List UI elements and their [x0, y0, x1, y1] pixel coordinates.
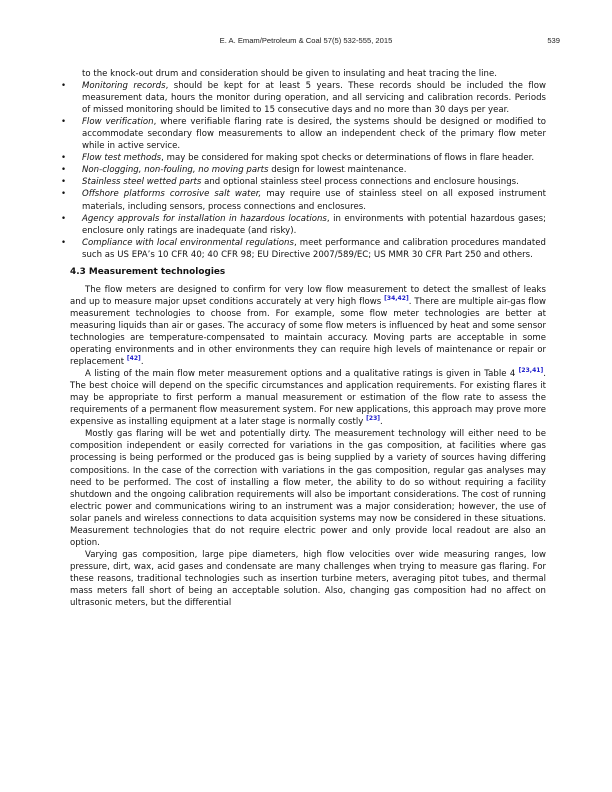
bullet-icon: •: [61, 177, 67, 188]
bullet-icon: •: [61, 165, 67, 176]
item-lead: Monitoring records: [82, 81, 166, 92]
item-text: , in environments with potential hazardous gases; enclosure only ratings are inadequate (and risky).: [82, 213, 546, 236]
citation-link[interactable]: [34,42]: [384, 295, 409, 302]
paragraph: [70, 284, 546, 368]
paragraph-text: A listing of the main flow meter measurement options and a qualitative ratings is given in Table 4: [85, 369, 519, 380]
citation-link[interactable]: [23,41]: [518, 367, 544, 375]
paragraph-text: . There are multiple air-gas flow measurement technologies to choose from. For example, some flow meter technologies are better at measuring liquids than air or gases. The accuracy of some flow meters is influenced by heat and some sensor technologies are temperature-compensated to maintain accuracy. Moving parts are acceptable in some operating environments and in other environments they can require high levels of maintenance or repair or replacement: [70, 296, 546, 368]
page-body: [61, 68, 547, 609]
continuation-text: to the knock-out drum and consideration should be given to insulating and heat tracing the line.: [82, 69, 497, 79]
list-item: [61, 213, 546, 237]
citation-link[interactable]: [42]: [126, 355, 141, 363]
paragraph-text: .: [140, 357, 144, 368]
paragraph-text: The flow meters are designed to confirm for very low flow measurement to detect the smallest of leaks and up to measure major upset conditions accurately at very high flows: [70, 284, 546, 307]
running-title: E. A. Emam/Petroleum & Coal 57(5) 532-555, 2015: [219, 36, 393, 45]
item-lead: Flow test methods: [82, 153, 162, 164]
list-item: [61, 176, 546, 188]
running-header: [0, 36, 612, 48]
paragraph-text: Mostly gas flaring will be wet and potentially dirty. The measurement technology will either need to be composition independent or easily corrected for variations in the gas composition, at facilities where gas processing is being performed or the produced gas is being supplied by a variety of sources having differing compositions. In the case of the correction with variations in the gas composition, regular gas analyses may need to be performed. The cost of installing a flow meter, the ability to do so without requiring a facility shutdown and the ongoing calibration requirements will also be important considerations. The cost of running electric power and communications wiring to an instrument was a major consideration; however, the use of solar panels and wireless connections to data acquisition systems may now be considered in these situations. Measurement technologies that do not require electric power and only provide local readout are also an option.: [70, 429, 546, 548]
item-text: , may be considered for making spot checks or determinations of flows in flare header.: [161, 153, 535, 164]
item-lead: Compliance with local environmental regulations: [82, 237, 294, 248]
bullet-icon: •: [61, 117, 67, 128]
item-text: and optional stainless steel process connections and enclosure housings.: [201, 177, 519, 188]
list-item: [61, 164, 546, 176]
item-text: , meet performance and calibration procedures mandated such as US EPA’s 10 CFR 40; 40 CFR 98; EU Directive 2007/589/EC; US MMR 30 CFR Part 250 and others.: [82, 237, 546, 260]
bullet-icon: •: [61, 81, 67, 92]
bullet-icon: •: [61, 153, 67, 164]
citation-link[interactable]: [23]: [366, 415, 381, 423]
item-lead: Agency approvals for installation in hazardous locations: [82, 213, 327, 224]
item-text: design for lowest maintenance.: [268, 165, 407, 176]
paragraph: [70, 368, 546, 428]
list-item: [61, 152, 546, 164]
bullet-icon: •: [61, 237, 67, 248]
paragraph-text: .: [380, 417, 383, 428]
item-lead: Flow verification: [82, 117, 154, 128]
item-text: , where verifiable flaring rate is desired, the systems should be designed or modified to accommodate secondary flow measurements to allow an independent check of the primary flow meter while in active service.: [82, 117, 546, 152]
paragraph: [70, 549, 546, 609]
item-text: may require use of stainless steel on all exposed instrument materials, including sensors, process connections and enclosures.: [82, 189, 547, 212]
item-lead: Non-clogging, non-fouling, no moving parts: [82, 165, 269, 176]
list-item: [61, 80, 547, 116]
paragraph-text: Varying gas composition, large pipe diameters, high flow velocities over wide measuring ranges, low pressure, dirt, wax, acid gases and condensate are many challenges when trying to measure gas flaring. For these reasons, traditional technologies such as insertion turbine meters, averaging pitot tubes, and thermal mass meters fall short of being an acceptable solution. Also, changing gas composition had no affect on ultrasonic meters, but the differential: [70, 549, 546, 609]
paragraph-text: . The best choice will depend on the specific circumstances and application requirements. For existing flares it may be appropriate to first perform a manual measurement or estimation of the flow rate to assess the requirements of a permanent flow measurement system. For new applications, this approach may prove more expensive as installing equipment at a later stage is normally costly: [70, 369, 546, 428]
list-item: [61, 188, 547, 212]
requirements-list: [61, 80, 547, 261]
list-item: [61, 237, 546, 261]
item-lead: Stainless steel wetted parts: [82, 177, 202, 188]
section-heading: 4.3 Measurement technologies: [70, 266, 226, 277]
bullet-icon: •: [61, 213, 67, 224]
paragraph: [70, 428, 546, 548]
item-lead: Offshore platforms corrosive salt water,: [82, 189, 262, 200]
page-number: 539: [547, 36, 560, 45]
list-item: [61, 116, 546, 152]
item-text: , should be kept for at least 5 years. These records should be included the flow measurement data, hours the monitor during operation, and all servicing and calibration records. Periods of missed monitoring should be limited to 15 consecutive days and no more than 30 days per year.: [82, 81, 547, 116]
bullet-icon: •: [61, 189, 67, 200]
